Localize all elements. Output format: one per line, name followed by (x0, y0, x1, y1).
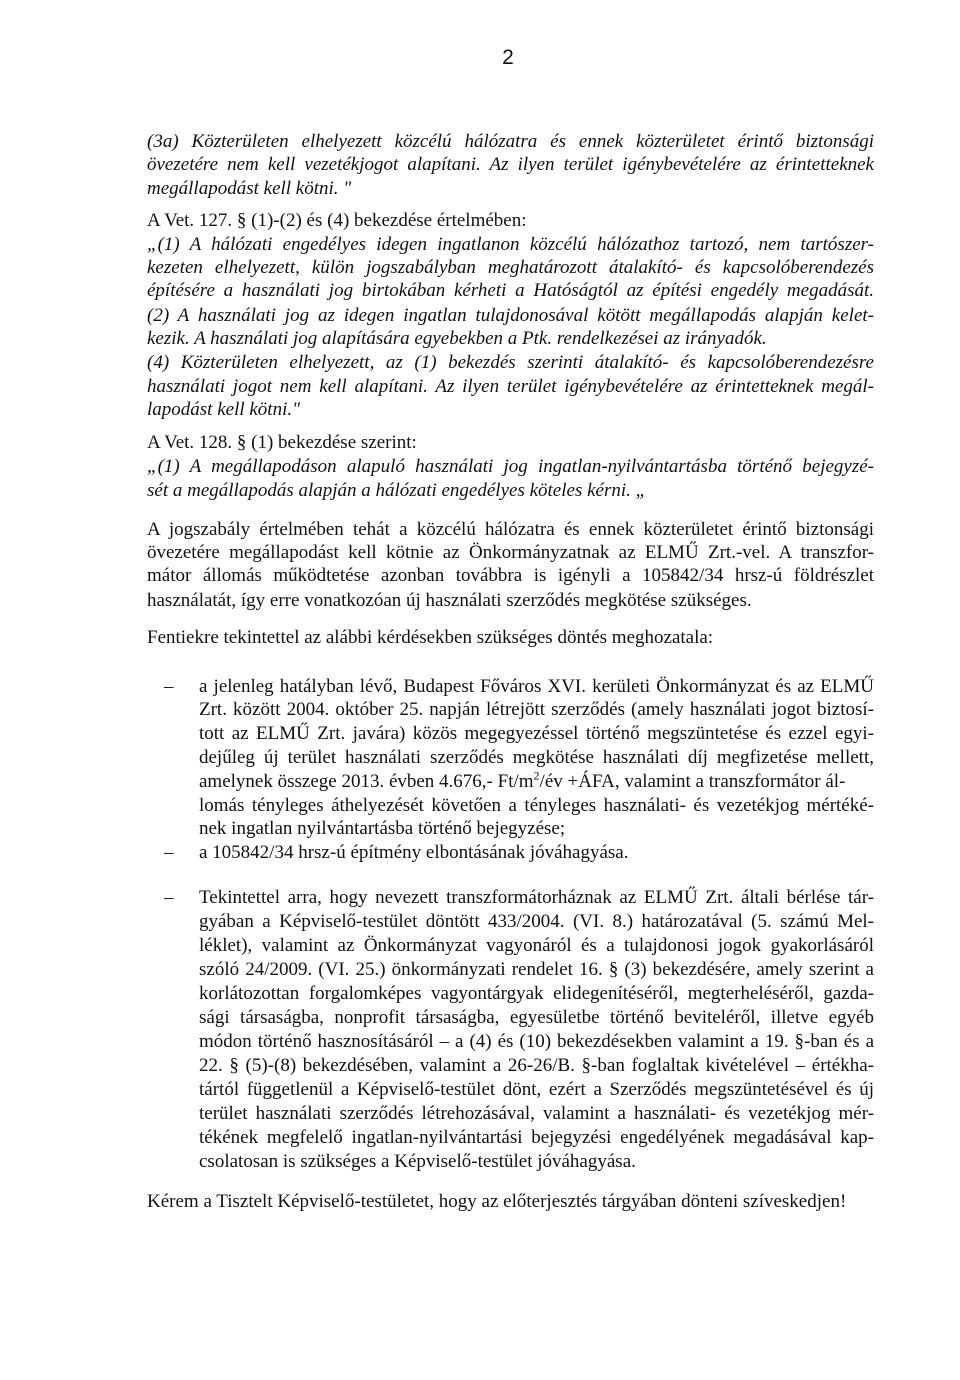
quote-line: (3a) Közterületen elhelyezett közcélú hálózatra és ennek közterületet érintő biztonsági (147, 131, 874, 152)
quote-line: sét a megállapodás alapján a hálózati engedélyes köteles kérni. „ (147, 480, 647, 501)
list-item-line: Tekintettel arra, hogy nevezett transzformátorháznak az ELMŰ Zrt. általi bérlése tár- (199, 887, 874, 908)
closing-request: Kérem a Tisztelt Képviselő-testületet, hogy az előterjesztés tárgyában dönteni szíveskedjen! (147, 1191, 847, 1212)
list-item-line: tott az ELMŰ Zrt. javára) közös megegyezéssel történő megszüntetése és ezzel egyi- (199, 723, 874, 744)
quote-line: kezeten elhelyezett, külön jogszabályban meghatározott átalakító- és kapcsolóberendezés (147, 257, 874, 278)
list-dash: – (164, 676, 174, 697)
list-item-line: gyában a Képviselő-testület döntött 433/2004. (VI. 8.) határozatával (5. számú Mel- (199, 911, 874, 932)
quote-line: építésére a használati jog birtokában kérheti a Hatóságtól az építési engedély megadását. (147, 280, 874, 301)
quote-line: (2) A használati jog az idegen ingatlan tulajdonosával kötött megállapodás alapján kelet- (147, 305, 874, 326)
list-item-line: sági társaságba, nonprofit társaságba, egyesületbe történő beviteléről, illetve egyéb (199, 1007, 874, 1028)
list-item-line: léklet), valamint az Önkormányzat vagyonáról és a tulajdonosi jogok gyakorlásáról (199, 935, 874, 956)
quote-line: megállapodást kell kötni. " (147, 178, 352, 199)
list-item-line: terület használati szerződés létrehozásával, valamint a használati- és vezetékjog mér- (199, 1103, 874, 1124)
body-line: Fentiekre tekintettel az alábbi kérdésekben szükséges döntés meghozatala: (147, 627, 714, 648)
list-item-line (199, 770, 874, 794)
list-item-line: nek ingatlan nyilvántartásba történő bejegyzése; (199, 818, 566, 839)
body-line: használatát, így erre vonatkozóan új használati szerződés megkötése szükséges. (147, 590, 752, 611)
page-number: 2 (502, 46, 514, 69)
list-dash: – (164, 842, 174, 863)
reference-heading: A Vet. 127. § (1)-(2) és (4) bekezdése értelmében: (147, 210, 527, 231)
quote-line: „(1) A megállapodáson alapuló használati jog ingatlan-nyilvántartásba történő bejegyzé- (147, 456, 874, 477)
list-item-line: szóló 24/2009. (VI. 25.) önkormányzati rendelet 16. § (3) bekezdésére, amely szerint a (199, 959, 874, 980)
list-item-line: lomás tényleges áthelyezését követően a tényleges használati- és vezetékjog mértéké- (199, 795, 874, 816)
body-line: övezetére megállapodást kell kötnie az Önkormányzatnak az ELMŰ Zrt.-vel. A transzfor- (147, 542, 874, 563)
quote-line: (4) Közterületen elhelyezett, az (1) bekezdés szerinti átalakító- és kapcsolóberendezésre (147, 352, 874, 373)
list-item-line: a 105842/34 hrsz-ú építmény elbontásának jóváhagyása. (199, 842, 629, 863)
list-item-line: korlátozottan forgalomképes vagyontárgyak elidegenítéséről, megterheléséről, gazda- (199, 983, 874, 1004)
list-item-line: a jelenleg hatályban lévő, Budapest Főváros XVI. kerületi Önkormányzat és az ELMŰ (199, 676, 874, 697)
reference-heading: A Vet. 128. § (1) bekezdése szerint: (147, 432, 417, 453)
quote-line: használati jogot nem kell alapítani. Az ilyen terület igénybevételére az érintetteknek megál- (147, 376, 874, 397)
quote-line: kezik. A használati jog alapítására egyebekben a Ptk. rendelkezései az irányadók. (147, 328, 767, 349)
list-dash: – (164, 887, 174, 908)
quote-line: lapodást kell kötni." (147, 399, 301, 420)
quote-line: övezetére nem kell vezetékjogot alapítani. Az ilyen terület igénybevételére az érintetteknek (147, 154, 874, 175)
body-line: mátor állomás működtetése azonban továbbra is igényli a 105842/34 hrsz-ú földrészlet (147, 565, 874, 586)
quote-line: „(1) A hálózati engedélyes idegen ingatlanon közcélú hálózathoz tartozó, nem tartószer- (147, 234, 874, 255)
list-item-line: Zrt. között 2004. október 25. napján létrejött szerződés (amely használati jogot biztosí- (199, 699, 874, 720)
line-part: amelynek összege 2013. évben 4.676,- $Ft/m^2/év$ +ÁFA, valamint a transzformátor ál- (199, 768, 846, 792)
list-item-line: dejűleg új terület használati szerződés megkötése használati díj megfizetése mellett, (199, 747, 874, 768)
list-item-line: módon történő hasznosításáról – a (4) és (10) bekezdésekben valamint a 19. §-ban és a (199, 1031, 874, 1052)
list-item-line: csolatosan is szükséges a Képviselő-testület jóváhagyása. (199, 1151, 636, 1172)
body-line: A jogszabály értelmében tehát a közcélú hálózatra és ennek közterületet érintő biztonsági (147, 519, 874, 540)
list-item-line: tékének megfelelő ingatlan-nyilvántartási bejegyzési engedélyének megadásával kap- (199, 1127, 874, 1148)
list-item-line: tártól függetlenül a Képviselő-testület dönt, ezért a Szerződés megszüntetésével és új (199, 1079, 874, 1100)
list-item-line: 22. § (5)-(8) bekezdésében, valamint a 26-26/B. §-ban foglaltak kivételével – értékha- (199, 1055, 874, 1076)
